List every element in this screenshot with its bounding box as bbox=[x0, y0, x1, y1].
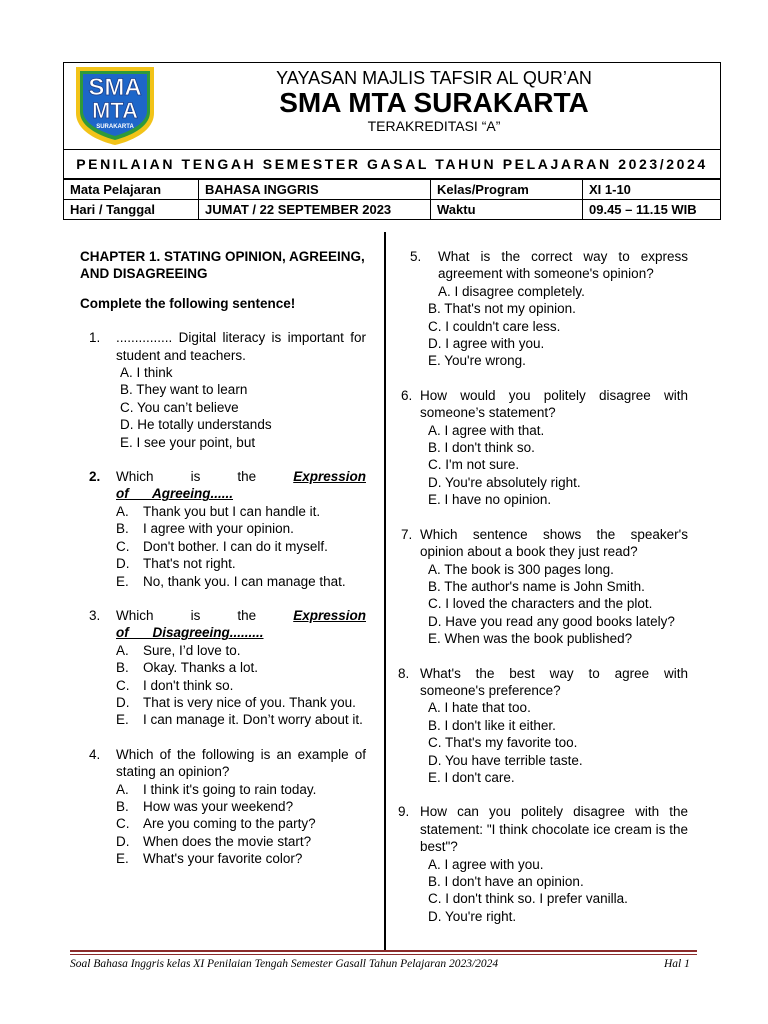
list-item: E. When was the book published? bbox=[428, 631, 633, 647]
subject-label: Mata Pelajaran bbox=[64, 180, 199, 200]
list-item: D. Have you read any good books lately? bbox=[428, 613, 675, 629]
table-row bbox=[64, 180, 721, 200]
option-label: D. bbox=[116, 833, 130, 849]
question-text: How would you politely disagree with someone’s statement? bbox=[420, 387, 688, 421]
list-item: I can manage it. Don’t worry about it. bbox=[143, 712, 363, 728]
list-item: What's your favorite color? bbox=[143, 851, 303, 867]
option-label: C. bbox=[116, 816, 130, 832]
list-item: E. I see your point, but bbox=[120, 434, 256, 450]
option-label: A. bbox=[116, 781, 129, 797]
question-text: What is the correct way to express agreement with someone's opinion? bbox=[438, 249, 688, 282]
list-item: D. He totally understands bbox=[120, 417, 272, 433]
list-item: B. The author's name is John Smith. bbox=[428, 578, 645, 594]
question-4 bbox=[80, 746, 366, 868]
question-number: 1. bbox=[89, 330, 101, 346]
accreditation: TERAKREDITASI “A” bbox=[367, 118, 501, 134]
time-label: Waktu bbox=[431, 200, 583, 220]
list-item: I don't think so. bbox=[143, 677, 234, 693]
column-divider bbox=[384, 232, 386, 950]
question-text: Which is the bbox=[116, 607, 294, 623]
list-item: C. I'm not sure. bbox=[428, 457, 520, 473]
question-text: Which sentence shows the speaker's opinion about a book they just read? bbox=[420, 526, 688, 560]
list-item: A. I disagree completely. bbox=[438, 283, 585, 299]
question-number: 3. bbox=[89, 607, 101, 623]
list-item: I think it's going to rain today. bbox=[143, 781, 317, 797]
question-number: 6. bbox=[401, 387, 413, 403]
list-item: How was your weekend? bbox=[143, 798, 294, 814]
option-label: B. bbox=[116, 798, 129, 814]
question-text: What's the best way to agree with someone's preference? bbox=[420, 665, 688, 698]
list-item: E. You're wrong. bbox=[428, 353, 526, 369]
list-item: Thank you but I can handle it. bbox=[143, 503, 321, 519]
list-item: C. That's my favorite too. bbox=[428, 735, 578, 751]
question-7 bbox=[398, 526, 688, 648]
question-number: 4. bbox=[89, 746, 101, 762]
list-item: C. I couldn't care less. bbox=[428, 318, 561, 334]
class-label: Kelas/Program bbox=[431, 180, 583, 200]
left-column bbox=[80, 248, 366, 868]
option-label: E. bbox=[116, 851, 129, 867]
date-label: Hari / Tanggal bbox=[64, 200, 199, 220]
list-item: C. I don't think so. I prefer vanilla. bbox=[428, 891, 628, 907]
question-number: 2. bbox=[89, 469, 101, 485]
list-item: B. They want to learn bbox=[120, 382, 248, 398]
list-item: D. You're absolutely right. bbox=[428, 474, 581, 490]
logo-text-sma: SMA bbox=[88, 74, 142, 101]
list-item: When does the movie start? bbox=[143, 833, 312, 849]
list-item: B. I don't think so. bbox=[428, 440, 535, 456]
chapter-title: CHAPTER 1. STATING OPINION, AGREEING, AND DISAGREEING bbox=[80, 249, 365, 282]
instruction: Complete the following sentence! bbox=[80, 295, 296, 311]
option-label: A. bbox=[116, 503, 129, 519]
question-2 bbox=[80, 468, 366, 590]
list-item: I agree with your opinion. bbox=[143, 521, 294, 537]
list-item: No, thank you. I can manage that. bbox=[143, 573, 346, 589]
foundation-name: YAYASAN MAJLIS TAFSIR AL QUR’AN bbox=[276, 68, 592, 88]
class-value: XI 1-10 bbox=[583, 180, 721, 200]
logo-text-surakarta: SURAKARTA bbox=[96, 124, 134, 130]
list-item: Sure, I’d love to. bbox=[143, 642, 241, 658]
option-label: D. bbox=[116, 556, 130, 572]
list-item: A. I think bbox=[120, 365, 173, 381]
question-emphasis: Expression of Agreeing...... bbox=[116, 469, 366, 502]
option-label: A. bbox=[116, 642, 129, 658]
question-number: 8. bbox=[398, 665, 410, 681]
option-label: E. bbox=[116, 573, 129, 589]
question-9 bbox=[398, 803, 688, 925]
table-row bbox=[64, 200, 721, 220]
list-item: Are you coming to the party? bbox=[143, 816, 316, 832]
subject-value: BAHASA INGGRIS bbox=[199, 180, 431, 200]
question-number: 9. bbox=[398, 804, 410, 820]
question-number: 5. bbox=[410, 249, 422, 264]
list-item: B. That's not my opinion. bbox=[428, 301, 576, 317]
question-text: Which is the bbox=[116, 469, 294, 485]
question-3 bbox=[80, 607, 366, 729]
question-emphasis: Expression of Disagreeing......... bbox=[116, 607, 366, 641]
question-number: 7. bbox=[401, 526, 413, 542]
list-item: Don't bother. I can do it myself. bbox=[143, 538, 328, 554]
question-1 bbox=[80, 329, 366, 451]
question-5 bbox=[398, 248, 688, 370]
list-item: That is very nice of you. Thank you. bbox=[143, 694, 356, 710]
question-text: Which of the following is an example of stating an opinion? bbox=[116, 746, 366, 780]
header-box bbox=[63, 62, 721, 150]
list-item: A. I agree with you. bbox=[428, 856, 544, 872]
option-label: B. bbox=[116, 521, 129, 537]
list-item: A. The book is 300 pages long. bbox=[428, 561, 614, 577]
option-label: C. bbox=[116, 538, 130, 554]
school-name: SMA MTA SURAKARTA bbox=[279, 87, 589, 118]
question-text: ............... Digital literacy is important for student and teachers. bbox=[116, 330, 366, 363]
right-column bbox=[398, 248, 688, 925]
logo-text-mta: MTA bbox=[91, 98, 139, 123]
list-item: C. You can’t believe bbox=[120, 399, 239, 415]
question-text: How can you politely disagree with the statement: "I think chocolate ice cream is the best"? bbox=[420, 804, 688, 855]
option-label: B. bbox=[116, 660, 129, 676]
list-item: That's not right. bbox=[143, 556, 236, 572]
list-item: E. I have no opinion. bbox=[428, 492, 552, 508]
option-label: C. bbox=[116, 677, 130, 693]
exam-info-table bbox=[63, 179, 721, 220]
footer-text: Soal Bahasa Inggris kelas XI Penilaian Tengah Semester Gasall Tahun Pelajaran 2023/2024 bbox=[70, 958, 499, 970]
question-8 bbox=[398, 665, 688, 787]
option-label: D. bbox=[116, 694, 130, 710]
time-value: 09.45 – 11.15 WIB bbox=[583, 200, 721, 220]
option-label: E. bbox=[116, 712, 129, 728]
exam-title: PENILAIAN TENGAH SEMESTER GASAL TAHUN PELAJARAN 2023/2024 bbox=[63, 150, 721, 179]
school-shield-logo bbox=[72, 65, 158, 147]
list-item: D. You're right. bbox=[428, 908, 517, 924]
list-item: E. I don't care. bbox=[428, 769, 515, 785]
list-item: B. I don't like it either. bbox=[428, 717, 556, 733]
list-item: C. I loved the characters and the plot. bbox=[428, 596, 653, 612]
list-item: Okay. Thanks a lot. bbox=[143, 660, 259, 676]
list-item: A. I hate that too. bbox=[428, 700, 531, 716]
footer-rule-thin bbox=[70, 954, 697, 955]
list-item: D. You have terrible taste. bbox=[428, 752, 583, 768]
footer-rule bbox=[70, 950, 697, 952]
list-item: B. I don't have an opinion. bbox=[428, 874, 584, 889]
list-item: A. I agree with that. bbox=[428, 422, 545, 438]
question-6 bbox=[398, 387, 688, 509]
page-number: Hal 1 bbox=[664, 958, 690, 970]
date-value: JUMAT / 22 SEPTEMBER 2023 bbox=[199, 200, 431, 220]
list-item: D. I agree with you. bbox=[428, 336, 545, 352]
